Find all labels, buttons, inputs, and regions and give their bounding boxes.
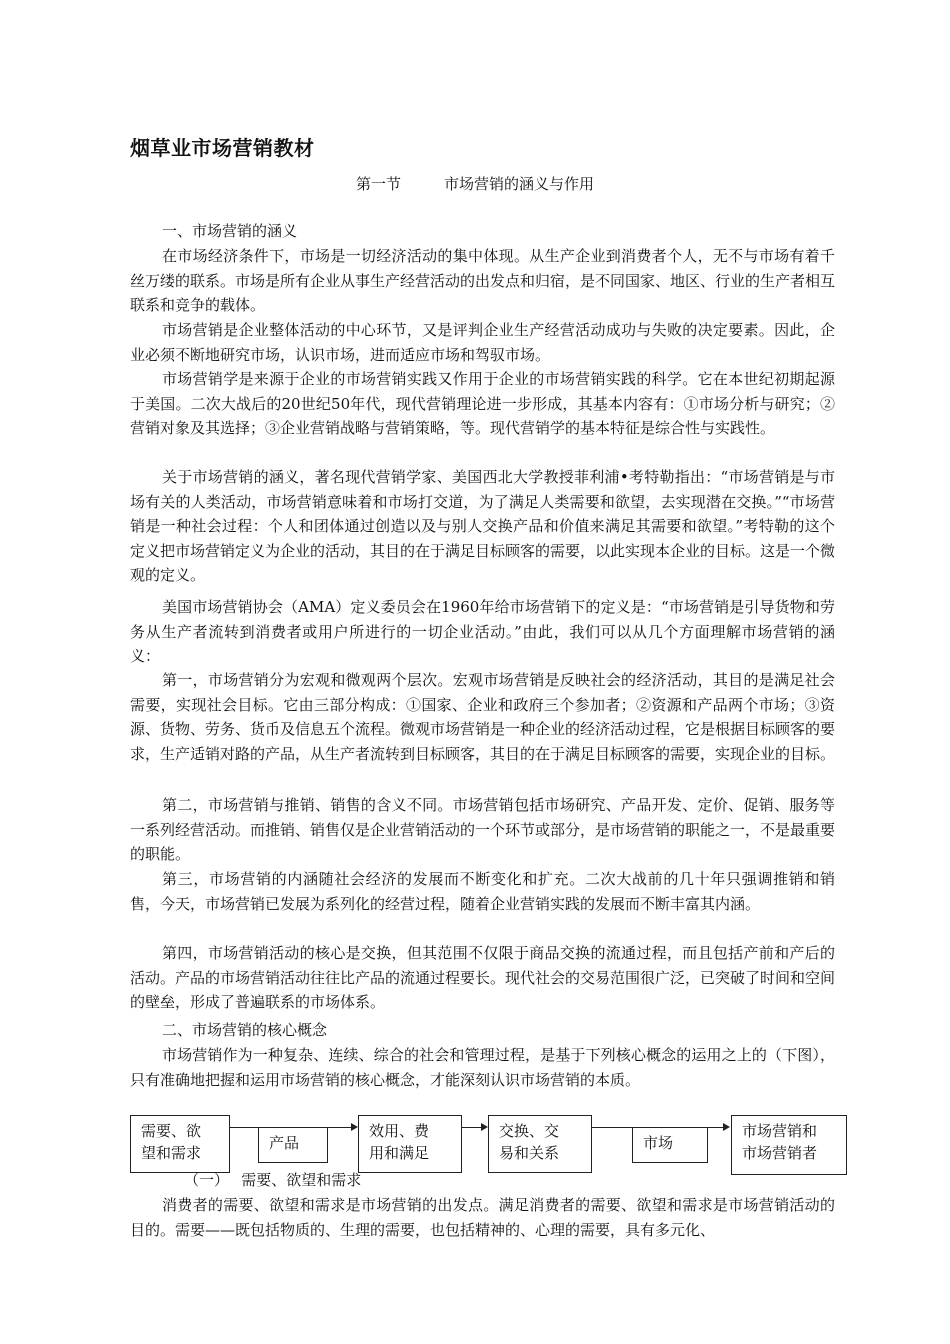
paragraph-1: 在市场经济条件下，市场是一切经济活动的集中体现。从生产企业到消费者个人，无不与市场有着千丝万缕的联系。市场是所有企业从事生产经营活动的出发点和归宿，是不同国家、地区、行业的生产者相互联系和竞争的载体。 [130, 247, 836, 315]
section-title [0, 173, 950, 194]
paragraph-11: 消费者的需要、欲望和需求是市场营销的出发点。满足消费者的需要、欲望和需求是市场营销活动的目的。需要——既包括物质的、生理的需要，也包括精神的、心理的需要，具有多元化、 [130, 1196, 835, 1239]
concept-box-line: 效用、费 [369, 1122, 430, 1140]
concept-box-exchange [488, 1115, 592, 1173]
concept-box-line: 市场 [643, 1134, 674, 1152]
heading-1: 一、市场营销的涵义 [162, 222, 298, 240]
section-name: 市场营销的涵义与作用 [443, 175, 594, 193]
subheading-text: 需要、欲望和需求 [241, 1171, 362, 1189]
heading-2: 二、市场营销的核心概念 [162, 1021, 328, 1039]
paragraph-5: 美国市场营销协会（AMA）定义委员会在1960年给市场营销下的定义是：“市场营销是引导货物和劳务从生产者流转到消费者或用户所进行的一切企业活动。”由此，我们可以从几个方面理解市场营销的涵义： [130, 598, 835, 666]
paragraph-8: 第三，市场营销的内涵随社会经济的发展而不断变化和扩充。二次大战前的几十年只强调推销和销售，今天，市场营销已发展为系列化的经营过程，随着企业营销实践的发展而不断丰富其内涵。 [130, 870, 835, 913]
paragraph-10: 市场营销作为一种复杂、连续、综合的社会和管理过程，是基于下列核心概念的运用之上的（下图），只有准确地把握和运用市场营销的核心概念，才能深刻认识市场营销的本质。 [130, 1046, 835, 1089]
concept-box-line: 市场营销者 [742, 1144, 818, 1162]
concept-box-line: 交换、交 [499, 1122, 560, 1140]
section-number: 第一节 [356, 175, 402, 193]
paragraph-2: 市场营销是企业整体活动的中心环节，又是评判企业生产经营活动成功与失败的决定要素。因此，企业必须不断地研究市场，认识市场，进而适应市场和驾驭市场。 [130, 321, 835, 364]
paragraph-4: 关于市场营销的涵义，著名现代营销学家、美国西北大学教授菲利浦•考特勒指出：“市场营销是与市场有关的人类活动，市场营销意味着和市场打交道，为了满足人类需要和欲望，去实现潜在交换。”“市场营销是一种社会过程：个人和团体通过创造以及与别人交换产品和价值来满足其需要和欲望。”考特勒的这个定义把市场营销定义为企业的活动，其目的在于满足目标顾客的需要，以此实现本企业的目标。这是一个微观的定义。 [130, 468, 836, 585]
paragraph-3: 市场营销学是来源于企业的市场营销实践又作用于企业的市场营销实践的科学。它在本世纪初期起源于美国。二次大战后的20世纪50年代，现代营销理论进一步形成，其基本内容有：①市场分析与研究；②营销对象及其选择；③企业营销战略与营销策略，等。现代营销学的基本特征是综合性与实践性。 [130, 370, 835, 438]
concept-box-needs [130, 1115, 230, 1173]
concept-box-marketers [731, 1115, 847, 1175]
flow-arrow [462, 1127, 481, 1128]
arrow-head [723, 1123, 730, 1131]
concept-box-line: 产品 [269, 1134, 300, 1152]
paragraph-7: 第二，市场营销与推销、销售的含义不同。市场营销包括市场研究、产品开发、定价、促销、服务等一系列经营活动。而推销、销售仅是企业营销活动的一个环节或部分，是市场营销的职能之一，不是最重要的职能。 [130, 796, 836, 864]
concept-box-line: 市场营销和 [742, 1122, 818, 1140]
concept-box-line: 用和满足 [369, 1144, 430, 1162]
concept-box-utility [358, 1115, 462, 1173]
subheading-number: （一） [184, 1171, 222, 1189]
paragraph-6: 第一，市场营销分为宏观和微观两个层次。宏观市场营销是反映社会的经济活动，其目的是满足社会需要，实现社会目标。它由三部分构成：①国家、企业和政府三个参加者；②资源和产品两个市场；③资源、货物、劳务、货币及信息五个流程。微观市场营销是一种企业的经济活动过程，它是根据目标顾客的要求，生产适销对路的产品，从生产者流转到目标顾客，其目的在于满足目标顾客的需要，实现企业的目标。 [130, 671, 836, 763]
concept-box-line: 易和关系 [499, 1144, 560, 1162]
paragraph-9: 第四，市场营销活动的核心是交换，但其范围不仅限于商品交换的流通过程，而且包括产前和产后的活动。产品的市场营销活动往往比产品的流通过程要长。现代社会的交易范围很广泛，已突破了时间和空间的壁垒，形成了普遍联系的市场体系。 [130, 944, 836, 1012]
arrow-head [481, 1123, 488, 1131]
document-title: 烟草业市场营销教材 [130, 136, 315, 160]
concept-box-market [632, 1127, 708, 1163]
concept-box-product [258, 1127, 328, 1163]
concept-box-line: 需要、欲 [141, 1122, 202, 1140]
arrow-head [351, 1123, 358, 1131]
concept-box-line: 望和需求 [141, 1144, 202, 1162]
subheading-1 [184, 1169, 361, 1190]
